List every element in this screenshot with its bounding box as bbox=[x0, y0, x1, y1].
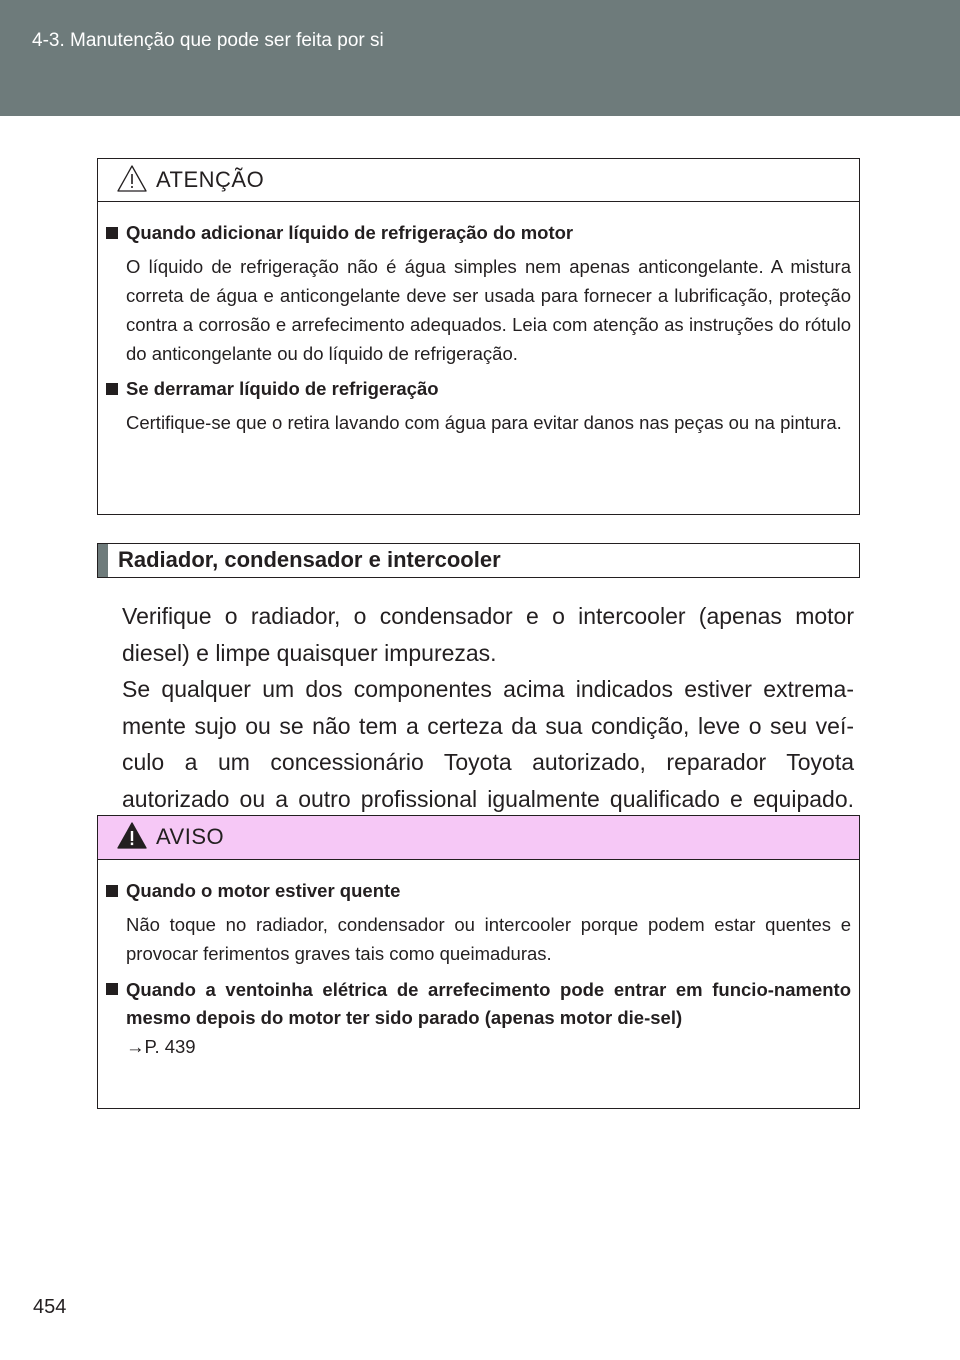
bullet-square-icon bbox=[106, 885, 118, 897]
section-paragraph: Verifique o radiador, o condensador e o intercooler (apenas motor diesel) e limpe quaisquer impurezas. bbox=[122, 603, 854, 666]
section-heading-strip bbox=[98, 544, 108, 577]
warning-label: AVISO bbox=[156, 824, 225, 849]
caution-box bbox=[97, 158, 860, 515]
caution-label: ATENÇÃO bbox=[156, 167, 265, 192]
caution-box-body bbox=[98, 202, 859, 463]
header-band bbox=[0, 0, 960, 116]
warning-item-title: Quando a ventoinha elétrica de arrefecimento pode entrar em funcio-namento mesmo depois do motor ter sido parado (apenas motor die-sel) bbox=[106, 976, 851, 1032]
caution-item-text: Certifique-se que o retira lavando com água para evitar danos nas peças ou na pintura. bbox=[126, 412, 842, 433]
section-body bbox=[122, 598, 854, 817]
caution-box-header bbox=[98, 159, 859, 202]
page-number: 454 bbox=[33, 1296, 67, 1318]
section-header-title: 4-3. Manutenção que pode ser feita por si bbox=[32, 30, 384, 51]
warning-box-header bbox=[98, 816, 859, 860]
caution-item-title: Quando adicionar líquido de refrigeração do motor bbox=[106, 220, 851, 246]
warning-box bbox=[97, 815, 860, 1109]
caution-item-title: Se derramar líquido de refrigeração bbox=[106, 376, 851, 402]
bullet-square-icon bbox=[106, 227, 118, 239]
section-heading bbox=[97, 543, 860, 578]
page-reference-link[interactable]: →P. 439 bbox=[126, 1036, 196, 1057]
section-paragraph: Se qualquer um dos componentes acima indicados estiver extrema-mente sujo ou se não tem a certeza da sua condição, leve o seu veí-culo a um concessionário Toyota autorizado, reparador Toyota autorizado ou a outro profissional igualmente qualificado e equipado. bbox=[122, 676, 854, 812]
caution-item-text: O líquido de refrigeração não é água simples nem apenas anticongelante. A mistura correta de água e anticongelante deve ser usada para fornecer a lubrificação, proteção contra a corrosão e arrefecimento adequados. Leia com atenção as instruções do rótulo do anticongelante ou do líquido de refrigeração. bbox=[126, 256, 851, 364]
bullet-square-icon bbox=[106, 983, 118, 995]
section-heading-title: Radiador, condensador e intercooler bbox=[118, 547, 501, 572]
bullet-square-icon bbox=[106, 383, 118, 395]
warning-item-title: Quando o motor estiver quente bbox=[106, 878, 851, 904]
warning-item-text: Não toque no radiador, condensador ou intercooler porque podem estar quentes e provocar ferimentos graves tais como queimaduras. bbox=[126, 914, 851, 964]
warning-box-body bbox=[98, 860, 859, 1087]
warning-filled-icon bbox=[116, 821, 148, 856]
warning-outline-icon bbox=[116, 164, 148, 199]
